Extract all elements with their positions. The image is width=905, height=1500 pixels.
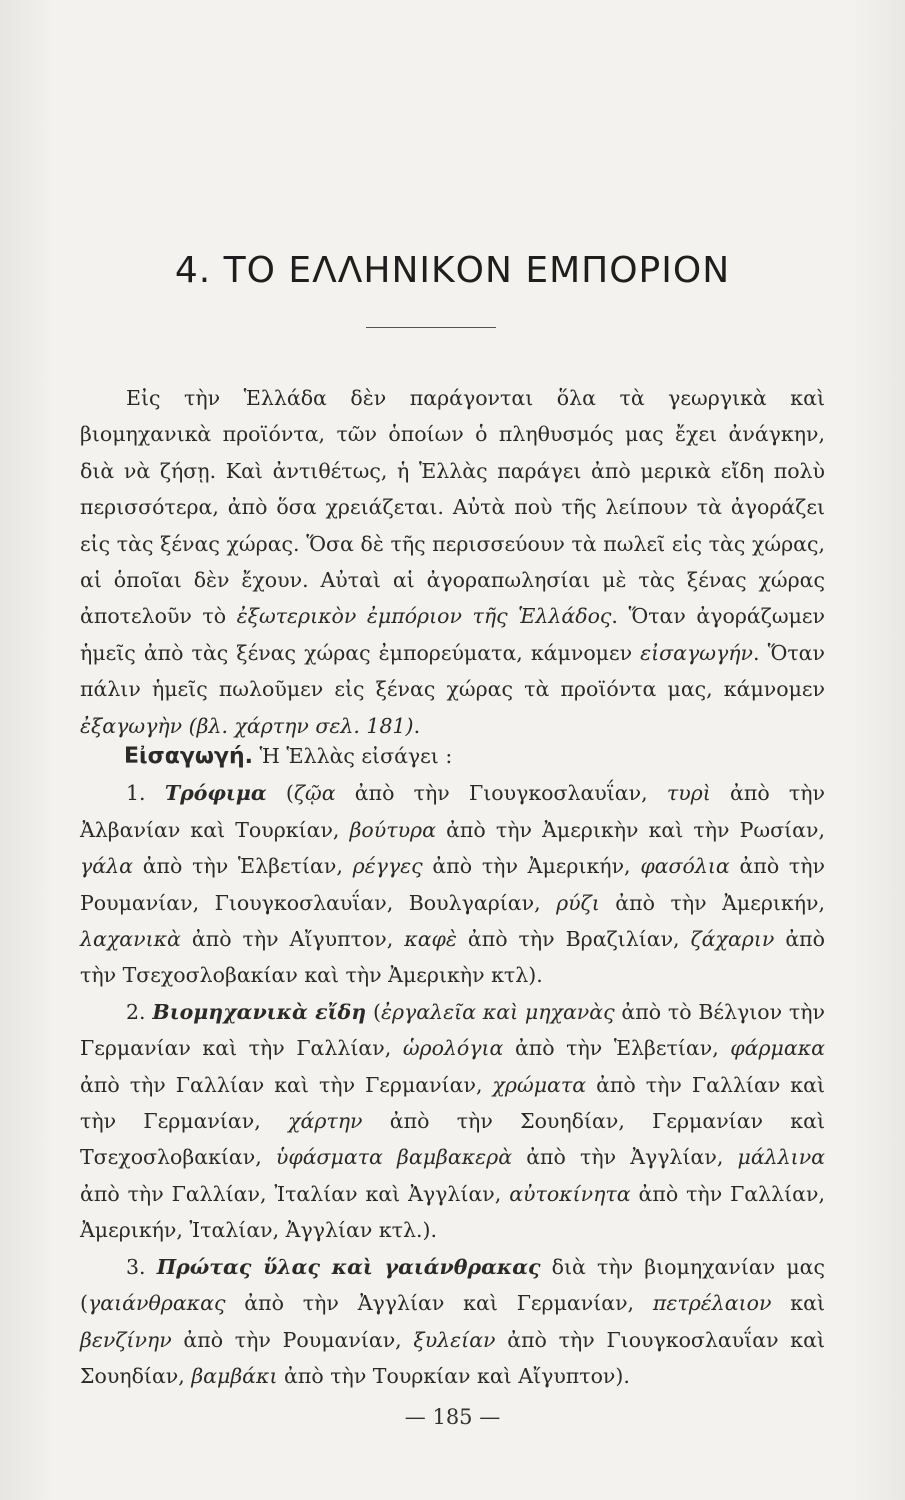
import-item-label: Τρόφιμα xyxy=(164,781,267,806)
import-item-label: Βιομηχανικὰ εἴδη xyxy=(152,999,367,1024)
import-item-text: ἀπὸ τὸ Βέλγιον τὴν Γερμανίαν καὶ τὴν Γαλλίαν, xyxy=(80,999,826,1061)
import-item-text: ἀπὸ τὴν Ἀμερικήν, xyxy=(422,854,641,879)
import-item-text: ἀπὸ τὴν Ρουμανίαν, Γιουγκοσλαυΐαν, Βουλγαρίαν, xyxy=(80,854,825,915)
import-item-text: ἀπὸ τὴν Ἀμερικήν, xyxy=(599,890,825,915)
intro-paragraph xyxy=(80,380,825,744)
import-item-text: ἀπὸ τὴν Ἀγγλίαν, xyxy=(512,1145,738,1170)
import-item-text: ἀπὸ τὴν Ρουμανίαν, xyxy=(171,1327,414,1352)
import-item-product: χρώματα xyxy=(492,1072,587,1097)
import-item-text: ἀπὸ τὴν Ἀλβανίαν καὶ Τουρκίαν, xyxy=(80,781,826,842)
import-item-product: γάλα xyxy=(80,854,133,879)
import-item-text: ἀπὸ τὴν Ἑλβετίαν, xyxy=(503,1036,731,1061)
import-item-product: γαιάνθρακας xyxy=(88,1291,226,1316)
import-item-text: ἀπὸ τὴν Γαλλίαν, Ἀμερικήν, Ἰταλίαν, Ἀγγλίαν κτλ.). xyxy=(80,1181,825,1243)
import-item-text: ἀπὸ τὴν Γαλλίαν, Ἰταλίαν καὶ Ἀγγλίαν, xyxy=(80,1181,510,1206)
title-rule xyxy=(366,327,496,328)
intro-text-3: . Ὅταν πάλιν ἡμεῖς πωλοῦμεν εἰς ξένας χώρας τὰ προϊόντα μας, κάμνομεν xyxy=(80,640,825,702)
import-item-product: ρέγγες xyxy=(352,854,423,879)
import-item-product: ὑφάσματα βαμβακερὰ xyxy=(275,1145,513,1170)
imports-list xyxy=(80,775,825,1394)
import-item xyxy=(80,1249,825,1395)
intro-paragraph-block xyxy=(80,380,825,744)
import-item-number: 2. xyxy=(126,999,146,1024)
import-item-product: φασόλια xyxy=(640,854,730,879)
intro-text-2: . Ὅταν ἀγοράζωμεν ἡμεῖς ἀπὸ τὰς ξένας χώρας ἐμπορεύματα, κάμνομεν xyxy=(80,604,825,665)
import-item-text: καὶ xyxy=(771,1291,825,1316)
import-item-product: ζάχαριν xyxy=(690,927,775,952)
import-item-text: διὰ τὴν βιομηχανίαν μας ( xyxy=(80,1254,825,1316)
intro-text-1: Εἰς τὴν Ἑλλάδα δὲν παράγονται ὅλα τὰ γεωργικὰ καὶ βιομηχανικὰ προϊόντα, τῶν ὁποίων ὁ πληθυσμός μας ἔχει ἀνάγκην, διὰ νὰ ζήσῃ. Καὶ ἀντιθέτως, ἡ Ἑλλὰς παράγει ἀπὸ μερικὰ εἴδη πολὺ περισσότερα, ἀπὸ ὅσα χρειάζεται. Αὐτὰ ποὺ τῆς λείπουν τὰ ἀγοράζει εἰς τὰς ξένας χώρας. Ὅσα δὲ τῆς περισσεύουν τὰ πωλεῖ εἰς τὰς χώρας, αἱ ὁποῖαι δὲν ἔχουν. Αὐταὶ αἱ ἀγοραπωλησίαι μὲ τὰς ξένας χώρας ἀποτελοῦν τὸ xyxy=(80,386,825,629)
import-item-product: πετρέλαιον xyxy=(652,1291,772,1316)
import-item-number: 3. xyxy=(126,1254,146,1279)
import-item-text: ἀπὸ τὴν Ἀγγλίαν καὶ Γερμανίαν, xyxy=(225,1291,653,1316)
imports-section xyxy=(80,738,825,1394)
import-item-text: ἀπὸ τὴν Σουηδίαν, Γερμανίαν καὶ Τσεχοσλοβακίαν, xyxy=(80,1109,826,1170)
intro-emphasis-2: εἰσαγωγήν xyxy=(640,640,753,665)
page-number: — 185 — xyxy=(404,1405,501,1429)
import-item-text: ἀπὸ τὴν Βραζιλίαν, xyxy=(456,927,691,952)
import-item-text: ( xyxy=(266,781,294,806)
imports-heading-line xyxy=(80,738,825,775)
chapter-title: 4. ΤΟ ΕΛΛΗΝΙΚΟΝ ΕΜΠΟΡΙΟΝ xyxy=(174,250,731,291)
import-item-text: ἀπὸ τὴν Τουρκίαν καὶ Αἴγυπτον). xyxy=(277,1363,630,1388)
import-item-product: τυρὶ xyxy=(666,781,711,806)
import-item-product: φάρμακα xyxy=(730,1036,825,1061)
import-item-product: ὡρολόγια xyxy=(402,1036,504,1061)
import-item-product: καφὲ xyxy=(404,927,457,952)
import-item-label: Πρώτας ὕλας καὶ γαιάνθρακας xyxy=(156,1254,541,1279)
import-item-text: ἀπὸ τὴν Ἀμερικὴν καὶ τὴν Ρωσίαν, xyxy=(435,817,825,842)
import-item-product: ρύζι xyxy=(556,890,600,915)
import-item xyxy=(80,994,825,1249)
import-item-text: ἀπὸ τὴν Γιουγκοσλαυΐαν καὶ Σουηδίαν, xyxy=(80,1327,825,1388)
imports-lead: Ἡ Ἑλλὰς εἰσάγει : xyxy=(252,744,453,768)
import-item-text: ἀπὸ τὴν Γαλλίαν καὶ τὴν Γερμανίαν, xyxy=(80,1072,493,1097)
import-item-product: λαχανικὰ xyxy=(80,927,181,952)
import-item-number: 1. xyxy=(126,781,146,806)
import-item-product: μάλλινα xyxy=(737,1145,825,1170)
import-item-product: αὐτοκίνητα xyxy=(509,1181,631,1206)
import-item-product: ἐργαλεῖα καὶ μηχανὰς xyxy=(380,999,615,1024)
import-item-text: ἀπὸ τὴν Αἴγυπτον, xyxy=(180,927,405,952)
import-item-product: χάρτην xyxy=(288,1109,363,1134)
import-item-product: βενζίνην xyxy=(80,1327,172,1352)
intro-emphasis-1: ἐξωτερικὸν ἐμπόριον τῆς Ἑλλάδος xyxy=(236,604,612,629)
import-item-product: βούτυρα xyxy=(349,817,436,842)
import-item-text: ἀπὸ τὴν Γιουγκοσλαυΐαν, xyxy=(335,781,667,806)
import-item xyxy=(80,775,825,993)
import-item-text: ἀπὸ τὴν Γαλλίαν καὶ τὴν Γερμανίαν, xyxy=(80,1072,826,1134)
intro-text-end: . xyxy=(413,713,421,738)
imports-heading: Εἰσαγωγή. xyxy=(124,744,253,769)
import-item-product: ζῷα xyxy=(293,781,336,806)
import-item-product: βαμβάκι xyxy=(191,1363,278,1388)
import-item-text: ( xyxy=(366,999,381,1024)
import-item-product: ξυλείαν xyxy=(413,1327,496,1352)
intro-emphasis-3: ἐξαγωγὴν (βλ. χάρτην σελ. 181) xyxy=(80,713,414,738)
import-item-text: ἀπὸ τὴν Τσεχοσλοβακίαν καὶ τὴν Ἀμερικὴν κτλ). xyxy=(80,927,825,988)
import-item-text: ἀπὸ τὴν Ἑλβετίαν, xyxy=(132,854,353,879)
